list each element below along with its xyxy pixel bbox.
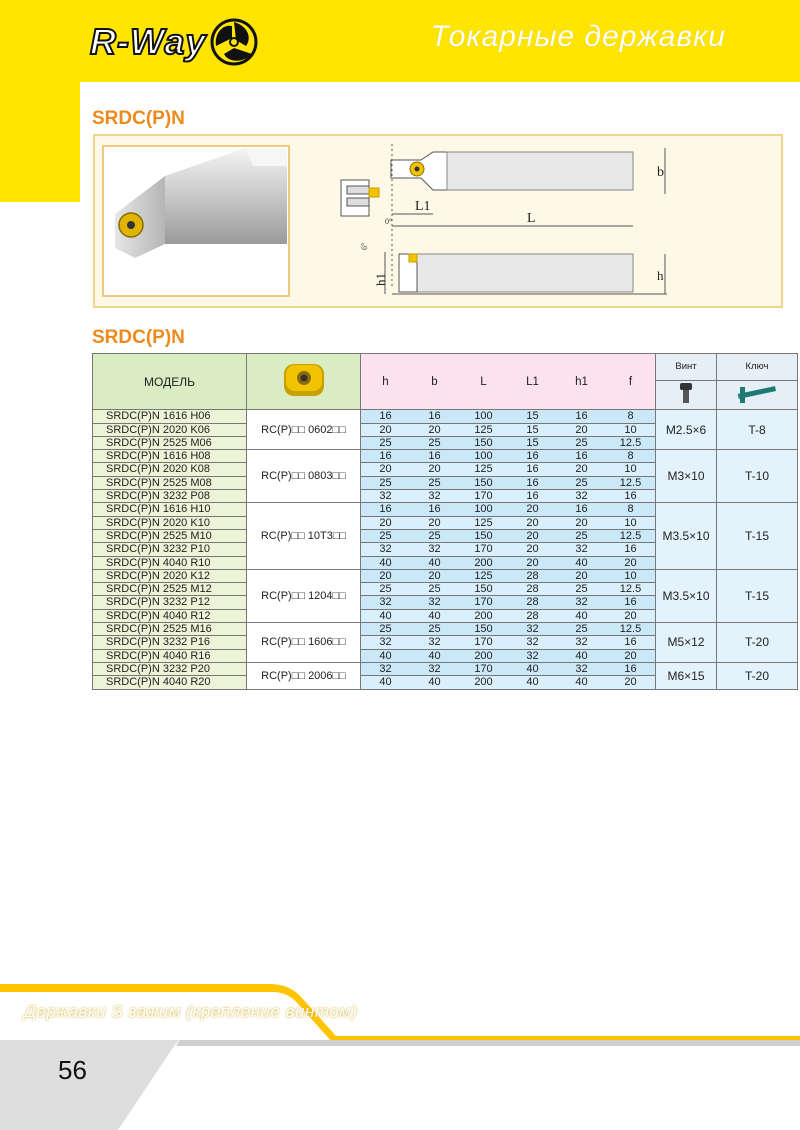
tool-photo bbox=[103, 146, 289, 296]
dim-value: 10 bbox=[624, 463, 637, 476]
dim-value: 25 bbox=[379, 623, 392, 636]
model-cell: SRDC(P)N 2525 M10 bbox=[93, 529, 247, 542]
dim-label-h: h bbox=[657, 268, 664, 283]
dim-value: 12.5 bbox=[619, 529, 642, 542]
model-cell: SRDC(P)N 2020 K10 bbox=[93, 516, 247, 529]
footer-caption: Державки S зажим (крепление винтом) bbox=[24, 1002, 358, 1021]
dims-cell bbox=[361, 529, 656, 542]
screw-cell: M3.5×10 bbox=[656, 503, 717, 569]
dim-value: 20 bbox=[428, 463, 441, 476]
spec-table bbox=[92, 353, 798, 690]
model-cell: SRDC(P)N 1616 H06 bbox=[93, 410, 247, 423]
dim-value: 20 bbox=[526, 516, 539, 529]
header-dim-l: L bbox=[480, 375, 487, 388]
dim-value: 32 bbox=[526, 649, 539, 662]
dim-value: 25 bbox=[379, 583, 392, 596]
table-row bbox=[93, 450, 798, 463]
dim-value: 170 bbox=[474, 490, 493, 503]
dim-value: 10 bbox=[624, 423, 637, 436]
dim-label-l: L bbox=[527, 211, 536, 226]
dim-value: 32 bbox=[428, 662, 441, 675]
dim-value: 32 bbox=[575, 636, 588, 649]
angle-label-6: 6° bbox=[360, 242, 369, 250]
dim-value: 20 bbox=[575, 516, 588, 529]
dim-value: 20 bbox=[575, 569, 588, 582]
model-cell: SRDC(P)N 3232 P20 bbox=[93, 662, 247, 675]
dims-cell bbox=[361, 503, 656, 516]
dim-value: 16 bbox=[624, 490, 637, 503]
model-cell: SRDC(P)N 2525 M16 bbox=[93, 623, 247, 636]
dims-cell bbox=[361, 569, 656, 582]
dim-value: 100 bbox=[474, 450, 493, 463]
header-dim-h: h bbox=[382, 375, 389, 388]
model-cell: SRDC(P)N 1616 H08 bbox=[93, 450, 247, 463]
dim-value: 28 bbox=[526, 583, 539, 596]
dim-value: 28 bbox=[526, 609, 539, 622]
dims-cell bbox=[361, 676, 656, 689]
insert-cell: RC(P)□□ 1204□□ bbox=[247, 569, 361, 622]
key-icon bbox=[734, 381, 780, 405]
dims-cell bbox=[361, 463, 656, 476]
dim-value: 25 bbox=[428, 529, 441, 542]
dim-value: 150 bbox=[474, 623, 493, 636]
dims-cell bbox=[361, 410, 656, 423]
dim-value: 12.5 bbox=[619, 623, 642, 636]
model-cell: SRDC(P)N 2020 K08 bbox=[93, 463, 247, 476]
header-model: МОДЕЛЬ bbox=[93, 354, 247, 410]
angle-label-0: 0° bbox=[385, 217, 393, 226]
dim-value: 16 bbox=[379, 410, 392, 423]
dim-value: 16 bbox=[526, 463, 539, 476]
model-cell: SRDC(P)N 2020 K12 bbox=[93, 569, 247, 582]
model-cell: SRDC(P)N 2525 M12 bbox=[93, 583, 247, 596]
model-cell: SRDC(P)N 2525 M06 bbox=[93, 436, 247, 449]
key-cell: T-20 bbox=[717, 623, 798, 663]
table-row bbox=[93, 569, 798, 582]
dim-value: 32 bbox=[575, 543, 588, 556]
dim-value: 32 bbox=[526, 623, 539, 636]
dim-value: 15 bbox=[526, 423, 539, 436]
dim-value: 20 bbox=[379, 463, 392, 476]
dim-value: 20 bbox=[624, 649, 637, 662]
dim-value: 20 bbox=[526, 556, 539, 569]
dims-cell bbox=[361, 543, 656, 556]
dim-value: 150 bbox=[474, 529, 493, 542]
dim-value: 25 bbox=[575, 529, 588, 542]
model-cell: SRDC(P)N 2020 K06 bbox=[93, 423, 247, 436]
header-key bbox=[717, 354, 798, 381]
dim-value: 16 bbox=[526, 490, 539, 503]
dim-value: 20 bbox=[526, 543, 539, 556]
dim-value: 12.5 bbox=[619, 476, 642, 489]
dim-value: 32 bbox=[379, 490, 392, 503]
dim-value: 32 bbox=[428, 636, 441, 649]
dim-value: 32 bbox=[575, 596, 588, 609]
dim-value: 200 bbox=[474, 609, 493, 622]
dim-value: 25 bbox=[428, 476, 441, 489]
dim-value: 40 bbox=[379, 676, 392, 689]
model-cell: SRDC(P)N 3232 P10 bbox=[93, 543, 247, 556]
header-insert bbox=[247, 354, 361, 410]
brand-logo bbox=[90, 16, 260, 68]
dim-value: 25 bbox=[379, 529, 392, 542]
dim-value: 200 bbox=[474, 556, 493, 569]
header-dim-b: b bbox=[431, 375, 438, 388]
dim-value: 10 bbox=[624, 569, 637, 582]
dim-value: 170 bbox=[474, 596, 493, 609]
dim-value: 40 bbox=[526, 662, 539, 675]
triskelion-icon bbox=[208, 16, 260, 68]
key-cell: T-15 bbox=[717, 503, 798, 569]
header-screw bbox=[656, 354, 717, 381]
model-cell: SRDC(P)N 4040 R16 bbox=[93, 649, 247, 662]
dim-value: 16 bbox=[379, 450, 392, 463]
dim-value: 20 bbox=[526, 529, 539, 542]
insert-icon bbox=[281, 360, 327, 400]
dim-value: 25 bbox=[575, 436, 588, 449]
key-cell: T-10 bbox=[717, 450, 798, 503]
dim-value: 12.5 bbox=[619, 436, 642, 449]
dim-value: 20 bbox=[624, 676, 637, 689]
header-key-label: Ключ bbox=[745, 360, 769, 372]
dims-cell bbox=[361, 662, 656, 675]
section-title-table: SRDC(P)N bbox=[92, 327, 185, 348]
dim-value: 150 bbox=[474, 583, 493, 596]
dim-value: 150 bbox=[474, 436, 493, 449]
model-cell: SRDC(P)N 3232 P08 bbox=[93, 490, 247, 503]
dim-value: 100 bbox=[474, 503, 493, 516]
dim-value: 125 bbox=[474, 516, 493, 529]
table-row bbox=[93, 410, 798, 423]
header-dim-h1: h1 bbox=[575, 375, 588, 388]
dims-cell bbox=[361, 583, 656, 596]
key-cell: T-8 bbox=[717, 410, 798, 450]
page-header-title: Токарные державки bbox=[430, 20, 726, 53]
dim-value: 125 bbox=[474, 569, 493, 582]
dim-value: 16 bbox=[428, 503, 441, 516]
dim-value: 40 bbox=[428, 609, 441, 622]
dim-value: 40 bbox=[379, 556, 392, 569]
dim-value: 32 bbox=[379, 636, 392, 649]
dims-cell bbox=[361, 423, 656, 436]
key-icon-cell bbox=[717, 381, 798, 410]
dim-value: 170 bbox=[474, 662, 493, 675]
dim-value: 15 bbox=[526, 410, 539, 423]
dim-value: 170 bbox=[474, 543, 493, 556]
page-number: 56 bbox=[58, 1055, 87, 1085]
screw-cell: M2.5×6 bbox=[656, 410, 717, 450]
tool-drawing bbox=[95, 136, 781, 306]
dim-value: 16 bbox=[624, 662, 637, 675]
dim-value: 170 bbox=[474, 636, 493, 649]
insert-cell: RC(P)□□ 10T3□□ bbox=[247, 503, 361, 569]
dim-value: 32 bbox=[428, 596, 441, 609]
model-cell: SRDC(P)N 3232 P16 bbox=[93, 636, 247, 649]
dim-value: 16 bbox=[624, 636, 637, 649]
dim-value: 25 bbox=[379, 476, 392, 489]
dim-value: 20 bbox=[379, 516, 392, 529]
screw-icon-cell bbox=[656, 381, 717, 410]
insert-cell: RC(P)□□ 0602□□ bbox=[247, 410, 361, 450]
dim-value: 40 bbox=[379, 609, 392, 622]
model-cell: SRDC(P)N 4040 R10 bbox=[93, 556, 247, 569]
dim-value: 8 bbox=[627, 410, 634, 423]
dim-value: 16 bbox=[624, 596, 637, 609]
dim-value: 25 bbox=[428, 583, 441, 596]
dim-value: 40 bbox=[575, 609, 588, 622]
screw-cell: M6×15 bbox=[656, 662, 717, 689]
dim-value: 16 bbox=[575, 503, 588, 516]
dim-value: 40 bbox=[379, 649, 392, 662]
dim-value: 32 bbox=[428, 543, 441, 556]
dim-value: 20 bbox=[624, 609, 637, 622]
dim-value: 16 bbox=[428, 450, 441, 463]
dim-value: 16 bbox=[526, 476, 539, 489]
dim-value: 20 bbox=[379, 423, 392, 436]
model-cell: SRDC(P)N 4040 R20 bbox=[93, 676, 247, 689]
dims-cell bbox=[361, 649, 656, 662]
dim-value: 32 bbox=[575, 490, 588, 503]
dim-value: 16 bbox=[575, 450, 588, 463]
dim-value: 20 bbox=[575, 423, 588, 436]
dim-value: 16 bbox=[428, 410, 441, 423]
side-band bbox=[0, 82, 80, 202]
dim-value: 16 bbox=[575, 410, 588, 423]
dim-value: 20 bbox=[624, 556, 637, 569]
dim-value: 15 bbox=[526, 436, 539, 449]
screw-cell: M3.5×10 bbox=[656, 569, 717, 622]
table-header-row bbox=[93, 354, 798, 381]
dims-cell bbox=[361, 516, 656, 529]
dims-cell bbox=[361, 436, 656, 449]
dim-value: 40 bbox=[428, 556, 441, 569]
header-dim-l1: L1 bbox=[526, 375, 539, 388]
insert-cell: RC(P)□□ 1606□□ bbox=[247, 623, 361, 663]
insert-cell: RC(P)□□ 0803□□ bbox=[247, 450, 361, 503]
dim-value: 40 bbox=[526, 676, 539, 689]
screw-icon bbox=[678, 382, 694, 404]
dims-cell bbox=[361, 609, 656, 622]
section-title-diagram: SRDC(P)N bbox=[92, 108, 185, 129]
dims-cell bbox=[361, 476, 656, 489]
dim-value: 8 bbox=[627, 450, 634, 463]
model-cell: SRDC(P)N 1616 H10 bbox=[93, 503, 247, 516]
table-row bbox=[93, 662, 798, 675]
dim-value: 8 bbox=[627, 503, 634, 516]
dim-value: 40 bbox=[428, 676, 441, 689]
dim-value: 25 bbox=[575, 476, 588, 489]
table-row bbox=[93, 503, 798, 516]
dim-value: 125 bbox=[474, 463, 493, 476]
dim-value: 100 bbox=[474, 410, 493, 423]
insert-cell: RC(P)□□ 2006□□ bbox=[247, 662, 361, 689]
dim-label-l1: L1 bbox=[415, 199, 431, 214]
dim-value: 150 bbox=[474, 476, 493, 489]
dim-value: 20 bbox=[575, 463, 588, 476]
header-screw-label: Винт bbox=[675, 360, 697, 372]
dim-value: 25 bbox=[428, 623, 441, 636]
dim-value: 200 bbox=[474, 649, 493, 662]
dims-cell bbox=[361, 596, 656, 609]
dim-value: 32 bbox=[575, 662, 588, 675]
dim-label-h1: h1 bbox=[373, 273, 388, 286]
dim-value: 40 bbox=[575, 556, 588, 569]
dim-value: 40 bbox=[428, 649, 441, 662]
header-dim-f: f bbox=[628, 375, 633, 388]
dims-cell bbox=[361, 636, 656, 649]
header-dims bbox=[361, 354, 656, 410]
dims-cell bbox=[361, 556, 656, 569]
dim-value: 32 bbox=[526, 636, 539, 649]
dim-value: 16 bbox=[526, 450, 539, 463]
key-cell: T-15 bbox=[717, 569, 798, 622]
dim-value: 28 bbox=[526, 596, 539, 609]
screw-cell: M3×10 bbox=[656, 450, 717, 503]
dim-value: 20 bbox=[428, 423, 441, 436]
dim-value: 32 bbox=[379, 596, 392, 609]
key-cell: T-20 bbox=[717, 662, 798, 689]
tool-diagram-panel bbox=[93, 134, 783, 308]
dims-cell bbox=[361, 450, 656, 463]
dims-cell bbox=[361, 623, 656, 636]
model-cell: SRDC(P)N 4040 R12 bbox=[93, 609, 247, 622]
dim-value: 25 bbox=[575, 583, 588, 596]
screw-cell: M5×12 bbox=[656, 623, 717, 663]
dim-value: 20 bbox=[428, 569, 441, 582]
dim-value: 16 bbox=[379, 503, 392, 516]
table-row bbox=[93, 623, 798, 636]
dim-value: 32 bbox=[428, 490, 441, 503]
dim-value: 200 bbox=[474, 676, 493, 689]
model-cell: SRDC(P)N 2525 M08 bbox=[93, 476, 247, 489]
model-cell: SRDC(P)N 3232 P12 bbox=[93, 596, 247, 609]
dim-value: 40 bbox=[575, 649, 588, 662]
dim-value: 125 bbox=[474, 423, 493, 436]
dim-label-b: b bbox=[657, 165, 664, 180]
dims-cell bbox=[361, 490, 656, 503]
dim-value: 25 bbox=[575, 623, 588, 636]
dim-value: 32 bbox=[379, 543, 392, 556]
brand-name: R-Way bbox=[90, 21, 207, 62]
dim-value: 20 bbox=[428, 516, 441, 529]
dim-value: 40 bbox=[575, 676, 588, 689]
dim-value: 20 bbox=[379, 569, 392, 582]
dim-value: 20 bbox=[526, 503, 539, 516]
dim-value: 16 bbox=[624, 543, 637, 556]
dim-value: 32 bbox=[379, 662, 392, 675]
dim-value: 25 bbox=[379, 436, 392, 449]
dim-value: 25 bbox=[428, 436, 441, 449]
dim-value: 28 bbox=[526, 569, 539, 582]
dim-value: 12.5 bbox=[619, 583, 642, 596]
dim-value: 10 bbox=[624, 516, 637, 529]
